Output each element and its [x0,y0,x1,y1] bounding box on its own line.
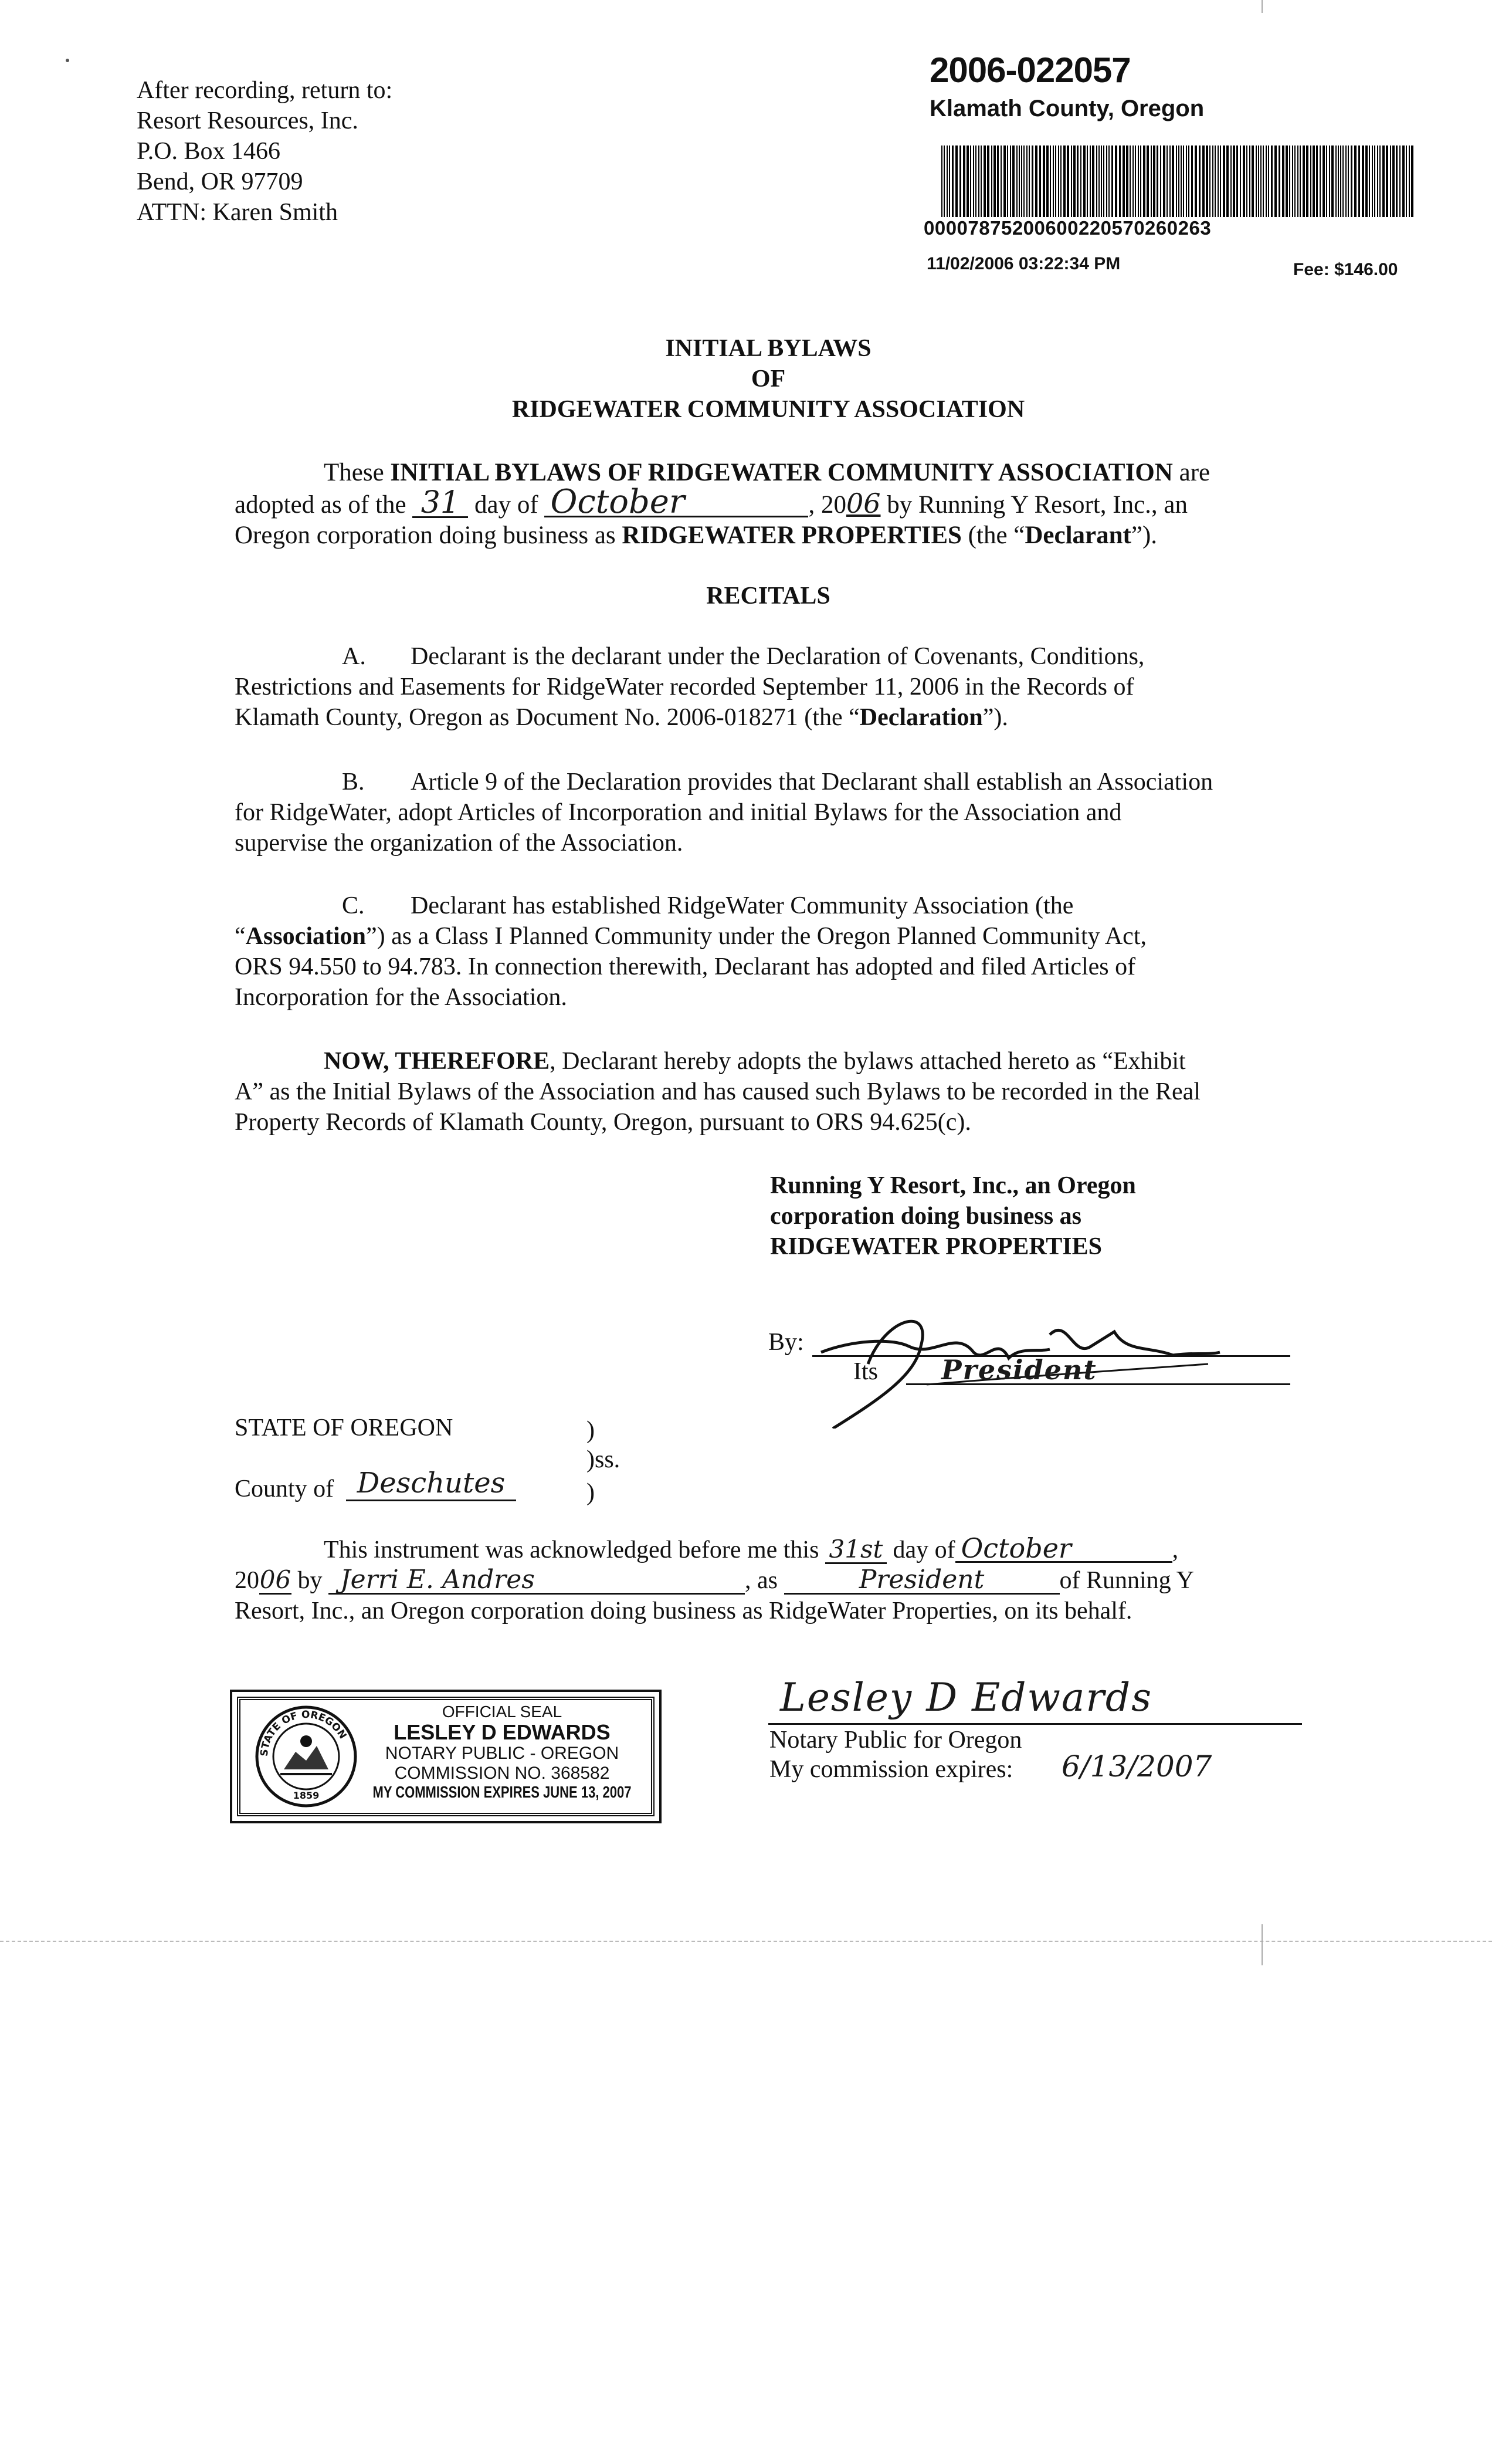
barcode-bar [1191,145,1193,217]
barcode-bar [1021,145,1022,217]
recital-text: Incorporation for the Association. [235,984,567,1011]
seal-text [355,1703,649,1801]
seal-line: LESLEY D EDWARDS [394,1720,611,1744]
recording-timestamp: 11/02/2006 03:22:34 PM [927,254,1121,273]
document-number: 2006-022057 [930,50,1131,90]
barcode-bar [1409,145,1410,217]
intro-bold: Declarant [1025,522,1131,549]
ack-signer-name: Jerri E. Andres [328,1567,745,1595]
barcode-bar [1039,145,1041,217]
ack-year: 06 [259,1565,291,1594]
entity-line: corporation doing business as [770,1203,1081,1230]
recital-text: Declarant is the declarant under the Declaration of Covenants, Conditions, [411,643,1145,670]
notary-commission-label: My commission expires: [769,1756,1013,1783]
barcode-bar [1379,145,1381,217]
barcode-bar [1012,145,1015,217]
barcode-bar [1396,145,1398,217]
barcode-bar [1016,145,1018,217]
barcode-bar [1206,145,1208,217]
barcode-bar [1071,145,1072,217]
barcode-bar [1258,145,1259,217]
barcode-bar [1103,145,1104,217]
barcode-bar [1303,145,1305,217]
barcode-bar [1098,145,1100,217]
barcode-bar [1223,145,1225,217]
ack-text: day of [893,1536,955,1563]
ack-text: by [297,1567,323,1594]
barcode-bar [1026,145,1028,217]
barcode-bar [1106,145,1107,217]
barcode-bar [1209,145,1210,217]
recital-a: A. Declarant is the declarant under the Declaration of Covenants, Conditions, Restrictions and Easements for RidgeWater recorded September 11, 2006 in the Records of Klamath County, Oregon as Document No. 2006-018271 (the “Declaration”). [235,641,1308,733]
barcode-bar [1151,145,1152,217]
barcode-bar [1310,145,1311,217]
intro-text: Oregon corporation doing business as [235,522,622,549]
barcode-bar [1369,145,1370,217]
return-address [137,75,392,228]
recital-text: for RidgeWater, adopt Articles of Incorporation and initial Bylaws for the Association and [235,799,1122,826]
notary-seal-stamp [230,1690,662,1823]
barcode-bar [1411,145,1413,217]
barcode-bar [1249,145,1250,217]
title-line: RIDGEWATER COMMUNITY ASSOCIATION [511,396,1025,423]
barcode-bar [1181,145,1182,217]
scan-edge-mark [1262,1924,1263,1965]
barcode-bar [1286,145,1288,217]
intro-bold: RIDGEWATER PROPERTIES [622,522,962,549]
barcode-bar [1050,145,1051,217]
scan-speck [66,59,69,62]
barcode-bar [1119,145,1121,217]
barcode-bar [1046,145,1049,217]
barcode-bar [991,145,992,217]
barcode-bar [1001,145,1002,217]
intro-bold: INITIAL BYLAWS OF RIDGEWATER COMMUNITY ASSOCIATION [390,459,1173,486]
now-therefore-bold: NOW, THEREFORE [324,1048,550,1075]
seal-line: NOTARY PUBLIC - OREGON [385,1744,619,1763]
recital-text: supervise the organization of the Association. [235,830,683,857]
barcode-bar [1073,145,1076,217]
acknowledgment-line-2 [235,1565,1194,1596]
barcode-bar [1243,145,1245,217]
barcode-bar [1186,145,1187,217]
barcode-bar [955,145,958,217]
recital-c: C. Declarant has established RidgeWater Community Association (the “Association”) as a Class I Planned Community under the Oregon Planned Community Act, ORS 94.550 to 94.783. In connection therewith, Declarant has adopted and filed Articles of Incorporation for the Association. [235,891,1308,1013]
barcode-bar [944,145,945,217]
barcode-bar [1055,145,1056,217]
title-line: OF [751,365,786,392]
seal-ring-text: STATE OF OREGON [258,1708,349,1757]
barcode-bar [1316,145,1318,217]
barcode-bar [1143,145,1145,217]
barcode-bar [1230,145,1232,217]
barcode-bar [1043,145,1045,217]
barcode-bar [1083,145,1086,217]
barcode-bar [963,145,965,217]
intro-text: by Running Y Resort, Inc., an [880,491,1188,519]
venue-county-label: County of [235,1475,334,1502]
barcode-bar [1123,145,1125,217]
venue-county: Deschutes [346,1467,516,1501]
intro-text: ”). [1131,522,1158,549]
barcode-bar [1010,145,1011,217]
intro-text: These [324,459,391,486]
barcode-bar [1236,145,1238,217]
barcode-bar [1160,145,1161,217]
intro-text: are [1172,459,1210,486]
return-address-line: ATTN: Karen Smith [137,199,338,226]
barcode-bar [1390,145,1391,217]
entity-line: RIDGEWATER PROPERTIES [770,1233,1103,1260]
ack-text: Resort, Inc., an Oregon corporation doing business as RidgeWater Properties, on its behalf. [235,1597,1132,1624]
barcode-bar [947,145,948,217]
barcode-bar [1140,145,1141,217]
seal-line: MY COMMISSION EXPIRES JUNE 13, 2007 [372,1782,632,1801]
recital-b: B. Article 9 of the Declaration provides that Declarant shall establish an Association for RidgeWater, adopt Articles of Incorporation and initial Bylaws for the Association and supervise the organization of the Association. [235,767,1308,858]
barcode-bar [1183,145,1184,217]
barcode-bar [1178,145,1179,217]
barcode-bar [1135,145,1136,217]
recitals-heading: RECITALS [706,583,830,610]
barcode-bar [1351,145,1352,217]
by-label: By: [768,1329,804,1356]
notary-commission-expires: 6/13/2007 [1062,1749,1212,1783]
barcode-bar [1345,145,1347,217]
document-title [0,333,1492,425]
barcode-bar [1292,145,1293,217]
recital-bold: Association [245,923,367,950]
recital-text: ORS 94.550 to 94.783. In connection therewith, Declarant has adopted and filed Articles of [235,953,1136,980]
adoption-day: 31 [412,489,468,518]
barcode-bar [1294,145,1296,217]
barcode-bar [1163,145,1165,217]
recital-text: “ [235,923,246,950]
barcode-bar [941,145,942,217]
barcode-bar [1019,145,1020,217]
barcode-bar [1342,145,1344,217]
barcode-bar [949,145,950,217]
venue-state: STATE OF OREGON [235,1414,453,1441]
entity-line: Running Y Resort, Inc., an Oregon [770,1172,1136,1199]
barcode-bar [1306,145,1308,217]
barcode-bar [1053,145,1054,217]
barcode-bar [1220,145,1221,217]
barcode-bar [1108,145,1110,217]
barcode-bar [1240,145,1241,217]
barcode-bar [1263,145,1264,217]
barcode-bar [1212,145,1213,217]
barcode-bar [1372,145,1373,217]
barcode-bar [1199,145,1201,217]
barcode-bar [1279,145,1280,217]
barcode-bar [959,145,961,217]
intro-text: , 20 [808,491,846,519]
return-address-line: Bend, OR 97709 [137,168,303,195]
barcode-bar [1323,145,1325,217]
intro-text: day of [468,491,545,519]
recital-text: Restrictions and Easements for RidgeWater recorded September 11, 2006 in the Records of [235,673,1134,700]
barcode-bar [1335,145,1337,217]
barcode-bar [1300,145,1301,217]
barcode-bar [1096,145,1097,217]
adoption-year: 06 [846,488,881,519]
barcode-bar [1226,145,1229,217]
barcode-bar [1329,145,1330,217]
its-title: President [941,1354,1097,1386]
ack-text: of Running Y [1059,1567,1194,1594]
scan-divider [0,1941,1492,1942]
barcode-bar [1233,145,1235,217]
barcode-bar [1060,145,1062,217]
recital-text: Klamath County, Oregon as Document No. 2006-018271 (the “ [235,704,860,731]
recording-fee: Fee: $146.00 [1293,260,1398,279]
barcode-bar [1340,145,1341,217]
barcode-bar [1282,145,1284,217]
barcode-bar [1348,145,1349,217]
barcode-bar [1147,145,1149,217]
barcode-bar [1130,145,1131,217]
seal-line: COMMISSION NO. 368582 [394,1764,610,1783]
barcode-bar [1188,145,1189,217]
return-address-line: Resort Resources, Inc. [137,107,358,134]
barcode-bar [1007,145,1008,217]
barcode-bar [1252,145,1254,217]
barcode-bar [1111,145,1113,217]
barcode-bar [1090,145,1091,217]
barcode-bar [1080,145,1081,217]
barcode-bar [1003,145,1006,217]
barcode-bar [975,145,976,217]
barcode-bar [1101,145,1102,217]
barcode-bar [1377,145,1378,217]
barcode-bar [1067,145,1069,217]
barcode-bar [1195,145,1197,217]
barcode-bar [1338,145,1339,217]
barcode-bar [984,145,986,217]
barcode-bar [1260,145,1262,217]
barcode-bar [1406,145,1407,217]
barcode-bar [1289,145,1290,217]
intro-text: adopted as of the [235,491,413,519]
barcode-bar [1058,145,1059,217]
return-address-line: P.O. Box 1466 [137,138,281,165]
barcode-bar [1063,145,1066,217]
ack-text: , [1172,1536,1179,1563]
now-therefore-paragraph [235,1046,1308,1138]
barcode-bar [1092,145,1094,217]
barcode-bar [1157,145,1158,217]
barcode-bar [1382,145,1385,217]
barcode-bar [1023,145,1025,217]
barcode-bar [1032,145,1033,217]
oregon-state-seal-icon [255,1705,358,1808]
barcode-bar [1167,145,1168,217]
barcode-bar [1202,145,1205,217]
venue-paren: ) [586,1417,595,1444]
barcode-bar [1365,145,1368,217]
recital-text: Declarant has established RidgeWater Community Association (the [411,892,1074,919]
barcode-bar [973,145,974,217]
recital-text: ”). [982,704,1008,731]
barcode-bar [1326,145,1327,217]
barcode-bar [1115,145,1117,217]
barcode-bar [1274,145,1277,217]
barcode-bar [1271,145,1273,217]
barcode-bar [1354,145,1357,217]
now-therefore-text: Property Records of Klamath County, Oregon, pursuant to ORS 94.625(c). [235,1109,971,1136]
seal-line: OFFICIAL SEAL [442,1703,562,1721]
barcode-bar [1256,145,1257,217]
barcode-bar [1374,145,1375,217]
barcode-bar [1268,145,1269,217]
scan-edge-mark [1262,0,1263,13]
barcode-bar [1153,145,1155,217]
adoption-month: October [544,489,808,517]
barcode-bar [981,145,982,217]
recital-text: Article 9 of the Declaration provides that Declarant shall establish an Association [411,769,1213,796]
notary-signature: Lesley D Edwards [780,1675,1153,1720]
barcode-bar [1246,145,1247,217]
ack-month: October [955,1535,1172,1563]
barcode-bar [1176,145,1177,217]
barcode [941,145,1416,217]
barcode-number: 00007875200600220570260263 [924,217,1212,239]
barcode-bar [1320,145,1321,217]
barcode-bar [1132,145,1134,217]
recording-county: Klamath County, Oregon [930,96,1205,121]
intro-text: (the “ [961,522,1025,549]
barcode-bar [1331,145,1334,217]
acknowledgment-line-1 [324,1532,1179,1565]
barcode-bar [1362,145,1364,217]
barcode-bar [967,145,969,217]
now-therefore-text: , Declarant hereby adopts the bylaws attached hereto as “Exhibit [550,1048,1186,1075]
barcode-bar [993,145,996,217]
barcode-bar [1313,145,1315,217]
barcode-bar [1392,145,1395,217]
barcode-bar [1399,145,1401,217]
barcode-bar [1386,145,1388,217]
barcode-bar [1215,145,1216,217]
ack-text: This instrument was acknowledged before me this [324,1536,819,1563]
ack-text: , as [745,1567,778,1594]
ack-signer-title: President [784,1567,1060,1595]
its-label: Its [853,1358,878,1385]
barcode-bar [1087,145,1088,217]
barcode-bar [970,145,971,217]
notary-title: Notary Public for Oregon [769,1727,1022,1754]
barcode-bar [952,145,954,217]
barcode-bar [1029,145,1030,217]
barcode-bar [997,145,999,217]
seal-year: 1859 [293,1790,320,1801]
barcode-bar [1169,145,1171,217]
venue-paren: ) [586,1479,595,1506]
venue-ss: )ss. [586,1446,620,1473]
intro-paragraph [235,458,1308,551]
barcode-bar [1126,145,1128,217]
recital-text: ”) as a Class I Planned Community under the Oregon Planned Community Act, [366,923,1147,950]
now-therefore-text: A” as the Initial Bylaws of the Association and has caused such Bylaws to be recorded in the Real [235,1078,1201,1105]
title-line: INITIAL BYLAWS [665,335,872,362]
barcode-bar [1297,145,1298,217]
barcode-bar [1266,145,1267,217]
barcode-bar [1402,145,1405,217]
barcode-bar [1358,145,1360,217]
barcode-bar [1172,145,1174,217]
recital-bold: Declaration [859,704,983,731]
return-address-line: After recording, return to: [137,77,393,104]
barcode-bar [1035,145,1037,217]
signature-entity [770,1170,1136,1262]
barcode-bar [978,145,979,217]
barcode-bar [1077,145,1079,217]
barcode-bar [1218,145,1219,217]
ack-day: 31st [825,1536,887,1564]
barcode-bar [987,145,989,217]
barcode-bar [1138,145,1139,217]
ack-text: 20 [235,1567,259,1594]
